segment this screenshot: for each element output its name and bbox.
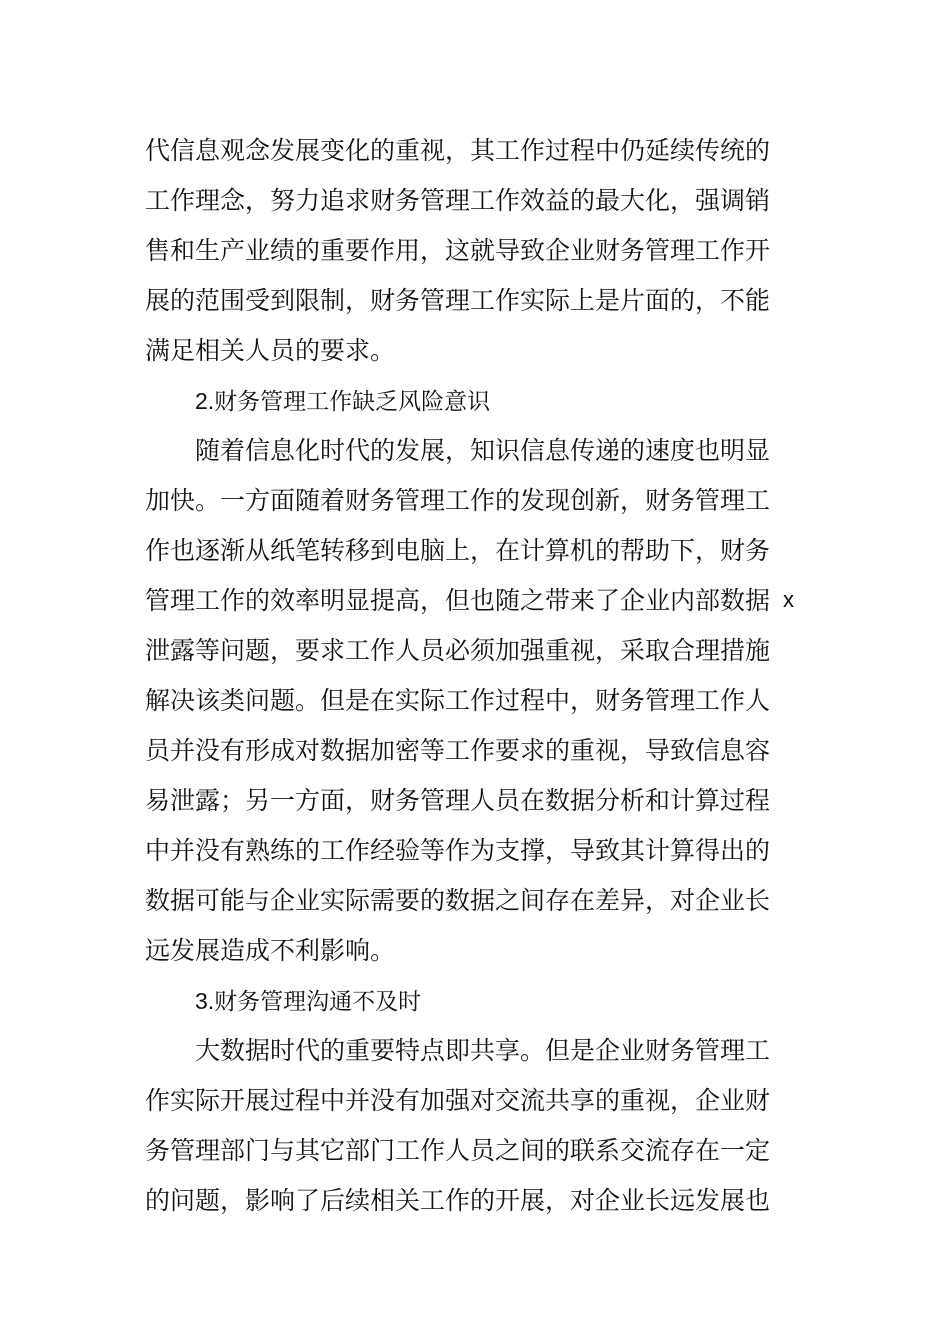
paragraph-line: 解决该类问题。但是在实际工作过程中，财务管理工作人 [145, 686, 771, 715]
paragraph-line: 工作理念，努力追求财务管理工作效益的最大化，强调销 [145, 186, 771, 215]
paragraph-line: 售和生产业绩的重要作用，这就导致企业财务管理工作开 [145, 236, 771, 265]
paragraph-line: 作也逐渐从纸笔转移到电脑上，在计算机的帮助下，财务 [145, 536, 771, 565]
paragraph-line: 管理工作的效率明显提高，但也随之带来了企业内部数据 [145, 586, 771, 615]
paragraph-line: 代信息观念发展变化的重视，其工作过程中仍延续传统的 [145, 136, 771, 165]
paragraph-line: 中并没有熟练的工作经验等作为支撑，导致其计算得出的 [145, 836, 771, 865]
paragraph-line: 数据可能与企业实际需要的数据之间存在差异，对企业长 [145, 886, 771, 915]
paragraph-line: 务管理部门与其它部门工作人员之间的联系交流存在一定 [145, 1136, 771, 1165]
paragraph-line: 作实际开展过程中并没有加强对交流共享的重视，企业财 [145, 1086, 771, 1115]
paragraph-line: 易泄露；另一方面，财务管理人员在数据分析和计算过程 [145, 786, 771, 815]
paragraph-line: 加快。一方面随着财务管理工作的发现创新，财务管理工 [145, 486, 771, 515]
stray-x-mark: x [783, 587, 794, 612]
paragraph-line: 远发展造成不利影响。 [145, 936, 396, 965]
paragraph-line: 的问题，影响了后续相关工作的开展，对企业长远发展也 [145, 1186, 771, 1215]
paragraph-line: 大数据时代的重要特点即共享。但是企业财务管理工 [195, 1036, 771, 1065]
paragraph-line: 泄露等问题，要求工作人员必须加强重视，采取合理措施 [145, 636, 771, 665]
paragraph-line: 员并没有形成对数据加密等工作要求的重视，导致信息容 [145, 736, 771, 765]
paragraph-line: 展的范围受到限制，财务管理工作实际上是片面的，不能 [145, 286, 771, 315]
section-heading-3: 3.财务管理沟通不及时 [195, 988, 422, 1014]
paragraph-line: 满足相关人员的要求。 [145, 336, 396, 365]
paragraph-line: 随着信息化时代的发展，知识信息传递的速度也明显 [195, 436, 771, 465]
section-heading-2: 2.财务管理工作缺乏风险意识 [195, 388, 491, 414]
